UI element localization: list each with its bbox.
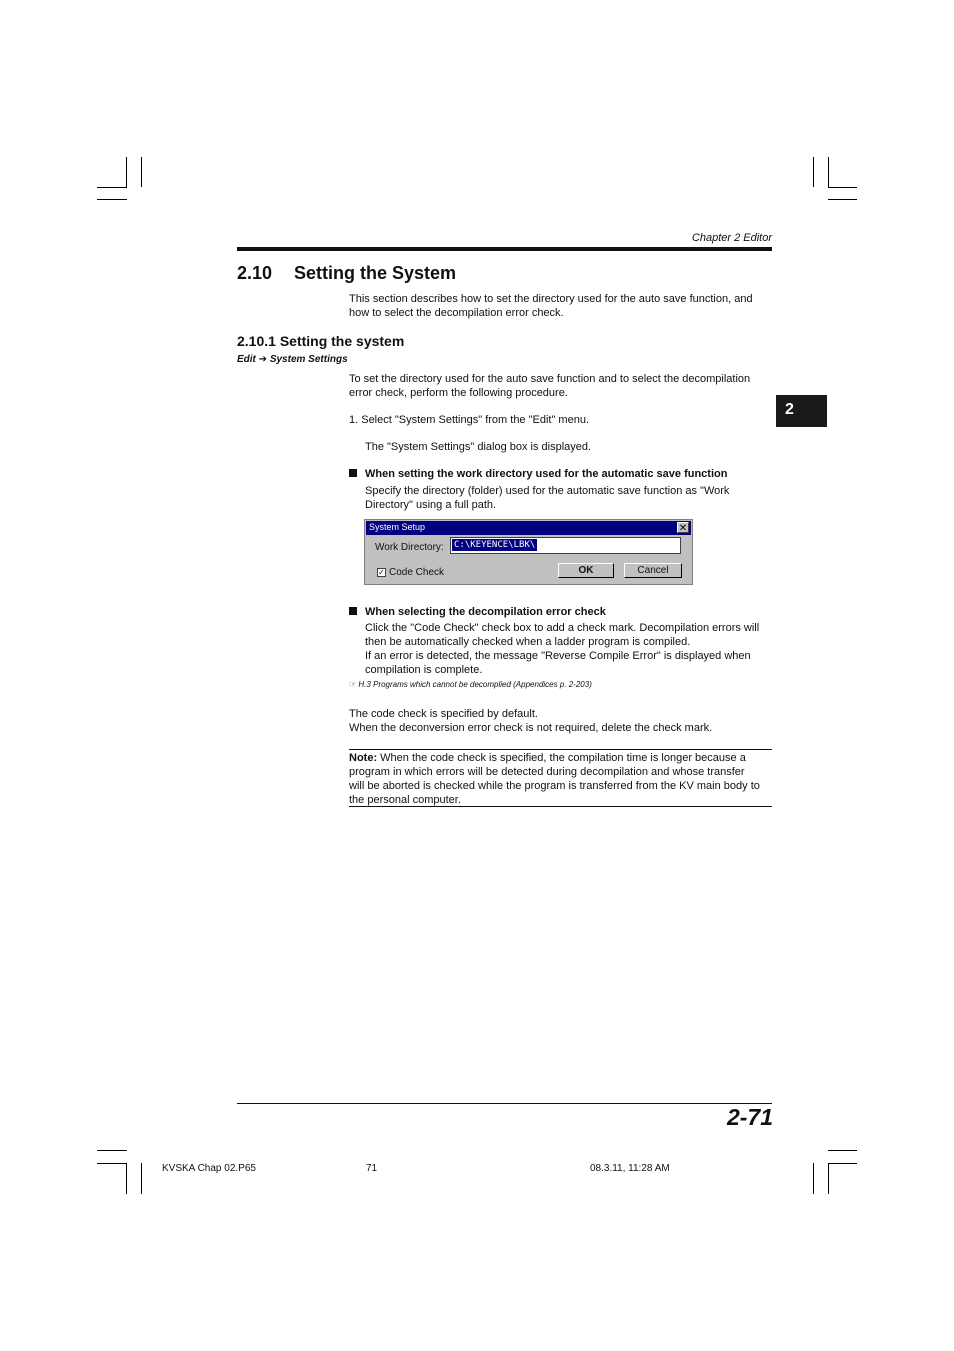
note-label: Note: bbox=[349, 752, 378, 764]
bullet-heading-work-directory: When setting the work directory used for the automatic save function bbox=[349, 468, 727, 480]
system-setup-dialog bbox=[364, 519, 693, 585]
section-title: Setting the System bbox=[294, 263, 457, 283]
crop-mark bbox=[828, 1163, 829, 1194]
step-1: 1. Select "System Settings" from the "Edit" menu. bbox=[349, 414, 589, 426]
default-note: The code check is specified by default. When the deconversion error check is not required, delete the check mark. bbox=[349, 708, 713, 734]
dialog-title: System Setup bbox=[369, 522, 426, 532]
subsection-intro: To set the directory used for the auto save function and to select the decompilation error check, perform the following procedure. bbox=[349, 373, 751, 399]
ok-button[interactable]: OK bbox=[558, 563, 614, 578]
page-number: 2-71 bbox=[726, 1104, 773, 1130]
work-directory-label: Work Directory: bbox=[375, 542, 444, 553]
section-number: 2.10 bbox=[237, 263, 273, 283]
step-1-result: The "System Settings" dialog box is displayed. bbox=[365, 441, 592, 453]
footer-file: KVSKA Chap 02.P65 bbox=[162, 1163, 256, 1174]
crop-mark bbox=[97, 199, 127, 200]
crop-mark bbox=[126, 157, 127, 187]
bullet-square-icon bbox=[349, 469, 357, 477]
crop-mark bbox=[828, 1150, 857, 1151]
code-check-label[interactable]: Code Check bbox=[389, 567, 445, 578]
bullet-1-body: Specify the directory (folder) used for the automatic save function as "Work Directory" using a full path. bbox=[365, 485, 730, 511]
crop-mark bbox=[97, 1150, 127, 1151]
work-directory-value: C:\KEYENCE\LBK\ bbox=[454, 540, 536, 550]
chapter-header: Chapter 2 Editor bbox=[691, 232, 772, 244]
crop-mark bbox=[828, 187, 857, 188]
crop-mark bbox=[828, 1163, 857, 1164]
crop-mark bbox=[97, 1163, 127, 1164]
dialog-title-bar bbox=[366, 521, 691, 535]
reference-link[interactable]: ☞ H.3 Programs which cannot be decomplied (Appendices p. 2-203) bbox=[349, 680, 592, 689]
code-check-checkbox[interactable]: ✓ bbox=[378, 568, 385, 577]
close-icon[interactable]: ✕ bbox=[678, 523, 688, 534]
crop-mark bbox=[813, 157, 814, 187]
section-heading bbox=[237, 263, 456, 284]
chapter-tab-marker: 2 bbox=[776, 395, 827, 427]
note-bottom-rule bbox=[349, 806, 772, 807]
footer-timestamp: 08.3.11, 11:28 AM bbox=[590, 1163, 670, 1174]
header-rule bbox=[237, 247, 772, 251]
bullet-heading-code-check: When selecting the decompilation error check bbox=[349, 606, 606, 618]
crop-mark bbox=[97, 187, 127, 188]
work-directory-input[interactable] bbox=[450, 537, 681, 554]
crop-mark bbox=[828, 199, 857, 200]
section-intro: This section describes how to set the directory used for the auto save function, and how to select the decompilation error check. bbox=[349, 293, 753, 319]
bullet-square-icon bbox=[349, 607, 357, 615]
footer-page: 71 bbox=[366, 1163, 378, 1174]
note-box: Note: When the code check is specified, the compilation time is longer because a program in which errors will be detected during decompilation and whose transfer will be aborted is checked while the program is transferred from the KV main body to the personal computer. bbox=[349, 752, 760, 806]
cancel-button[interactable]: Cancel bbox=[624, 563, 682, 578]
crop-mark bbox=[141, 1163, 142, 1194]
crop-mark bbox=[126, 1163, 127, 1194]
crop-mark bbox=[828, 157, 829, 187]
crop-mark bbox=[813, 1163, 814, 1194]
note-top-rule bbox=[349, 749, 772, 750]
bullet-2-body: Click the "Code Check" check box to add a check mark. Decompilation errors will then be automatically checked when a ladder program is compiled. If an error is detected, the message "Reverse Compile Error" is displayed when compilation is complete. bbox=[365, 622, 760, 676]
crop-mark bbox=[141, 157, 142, 187]
subsection-heading: 2.10.1 Setting the system bbox=[237, 333, 405, 349]
menu-path: Edit ➔ System Settings bbox=[237, 354, 348, 365]
